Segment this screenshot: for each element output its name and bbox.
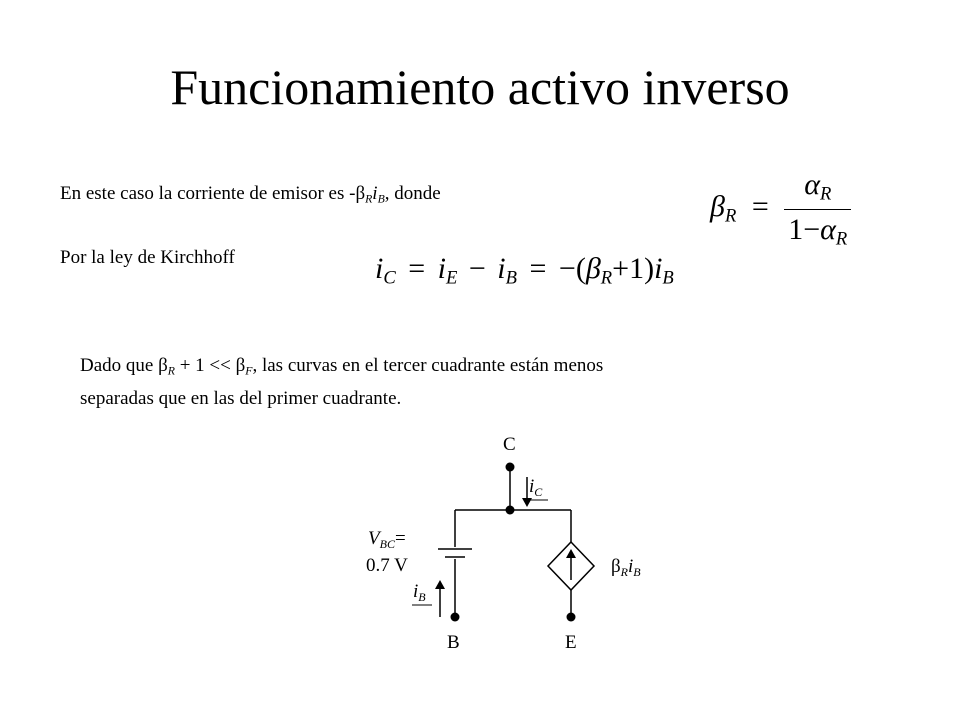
para-beta-r: β <box>158 355 168 376</box>
vbc-value: 0.7 V <box>366 555 408 576</box>
node-b-label: B <box>447 632 460 653</box>
current-subscript: B <box>377 192 385 206</box>
node-e-label: E <box>565 632 577 653</box>
alpha-sub: R <box>819 183 832 205</box>
k-beta: β <box>585 252 601 285</box>
node-c-dot <box>506 463 515 472</box>
den-alpha: α <box>820 212 836 246</box>
ic-arrow-head <box>522 498 532 507</box>
beta-symbol: β <box>355 183 366 204</box>
vbc-label: $V_{BC}=$ <box>368 528 406 551</box>
para-beta-f-sub: F <box>245 364 253 378</box>
k-minus: − <box>468 252 486 285</box>
k-ie: i <box>437 252 447 285</box>
para-a: Dado que <box>80 355 159 376</box>
para-b: + 1 << <box>174 355 236 376</box>
den-alpha-sub: R <box>835 228 848 250</box>
eq-lhs: β <box>710 189 725 223</box>
den-minus: − <box>803 212 821 246</box>
line1-text: En este caso la corriente de emisor es - <box>60 183 356 204</box>
k-plus-one: +1) <box>612 252 655 285</box>
node-top-dot <box>506 506 515 515</box>
k-ib2: i <box>654 252 663 285</box>
k-eq2: = <box>529 252 547 285</box>
node-e-dot <box>567 613 576 622</box>
ib-arrow-head <box>435 580 445 589</box>
eq-sign: = <box>751 189 769 223</box>
line1-tail: , donde <box>384 183 441 204</box>
beta-subscript: R <box>365 192 373 206</box>
page-title: Funcionamiento activo inverso <box>170 59 790 115</box>
k-ib: i <box>497 252 506 285</box>
node-c-label: C <box>503 434 516 455</box>
eq-lhs-sub: R <box>724 205 737 227</box>
den-one: 1 <box>788 212 804 246</box>
ic-label: $i_C$ <box>529 476 543 499</box>
para-line-2: separadas que en las del primer cuadrante. <box>80 387 402 409</box>
k-eq1: = <box>408 252 426 285</box>
k-minus-paren: −( <box>558 252 586 285</box>
ib-label: $i_B$ <box>413 581 426 604</box>
k-ib-sub: B <box>505 267 517 289</box>
para-beta-f: β <box>235 355 246 376</box>
text-line-kirchhoff: Por la ley de Kirchhoff <box>60 247 235 268</box>
k-beta-sub: R <box>600 267 613 289</box>
source-arrow-head <box>566 549 576 558</box>
node-b-dot <box>451 613 460 622</box>
k-ie-sub: E <box>446 267 458 289</box>
alpha-symbol: α <box>804 168 820 201</box>
k-ic: i <box>375 252 384 285</box>
k-ic-sub: C <box>383 267 396 289</box>
source-label: $\beta_Ri_B$ <box>611 556 641 579</box>
para-beta-r-sub: R <box>167 364 175 378</box>
k-ib2-sub: B <box>662 267 674 289</box>
para-c: , las curvas en el tercer cuadrante están menos <box>252 355 604 376</box>
current-symbol: i <box>372 183 378 204</box>
